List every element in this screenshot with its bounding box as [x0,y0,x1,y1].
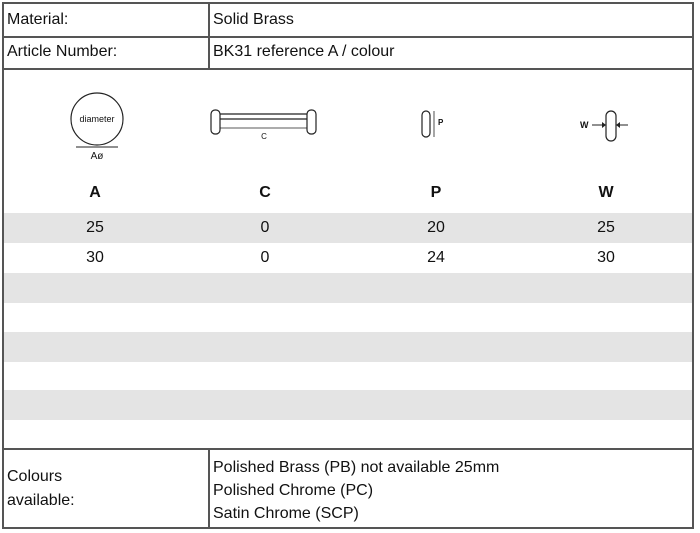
table-row-empty [4,332,692,362]
article-number-value: BK31 reference A / colour [213,43,395,60]
c-label: C [261,132,267,141]
table-row-empty [4,361,692,391]
diameter-circle-icon [62,88,132,163]
colour-item: Satin Chrome (SCP) [213,505,359,522]
colours-label-line1: Colours [7,467,63,485]
handle-side-icon [208,108,328,158]
material-label: Material: [4,4,210,36]
header-p: P [430,184,442,201]
diameter-text: diameter [79,114,115,124]
cell-a: 25 [86,219,104,236]
header-w: W [598,184,614,201]
colours-row [4,450,692,527]
diameter-diagram [62,88,132,163]
table-row-empty [4,390,692,420]
colour-item: Polished Brass (PB) not available 25mm [213,459,500,476]
colours-label [4,450,210,527]
article-number-row [4,36,692,70]
cell-w: 30 [597,249,615,266]
cell-p: 20 [427,219,445,236]
header-c: C [259,184,271,201]
cell-a: 30 [86,249,104,266]
w-label: W [580,120,589,130]
cell-c: 0 [260,249,270,266]
dimensions-section [4,70,692,450]
table-row [4,243,692,273]
width-icon [578,106,638,151]
table-row-empty [4,303,692,333]
width-diagram [578,106,638,151]
article-number-label: Article Number: [4,36,210,68]
colours-list [210,450,692,527]
colour-item: Polished Chrome (PC) [213,482,374,499]
material-row [4,4,692,38]
cell-p: 24 [427,249,445,266]
cell-c: 0 [260,219,270,236]
colours-label-line2: available: [7,491,75,509]
material-value: Solid Brass [213,11,294,28]
cell-w: 25 [597,219,615,236]
p-label: P [438,118,444,127]
spec-sheet [2,2,694,529]
header-a: A [89,184,101,201]
projection-icon [418,108,458,148]
table-row-empty [4,273,692,303]
projection-diagram [418,108,458,148]
centres-diagram [208,108,328,158]
diameter-label: Aø [90,151,104,162]
table-row [4,213,692,243]
